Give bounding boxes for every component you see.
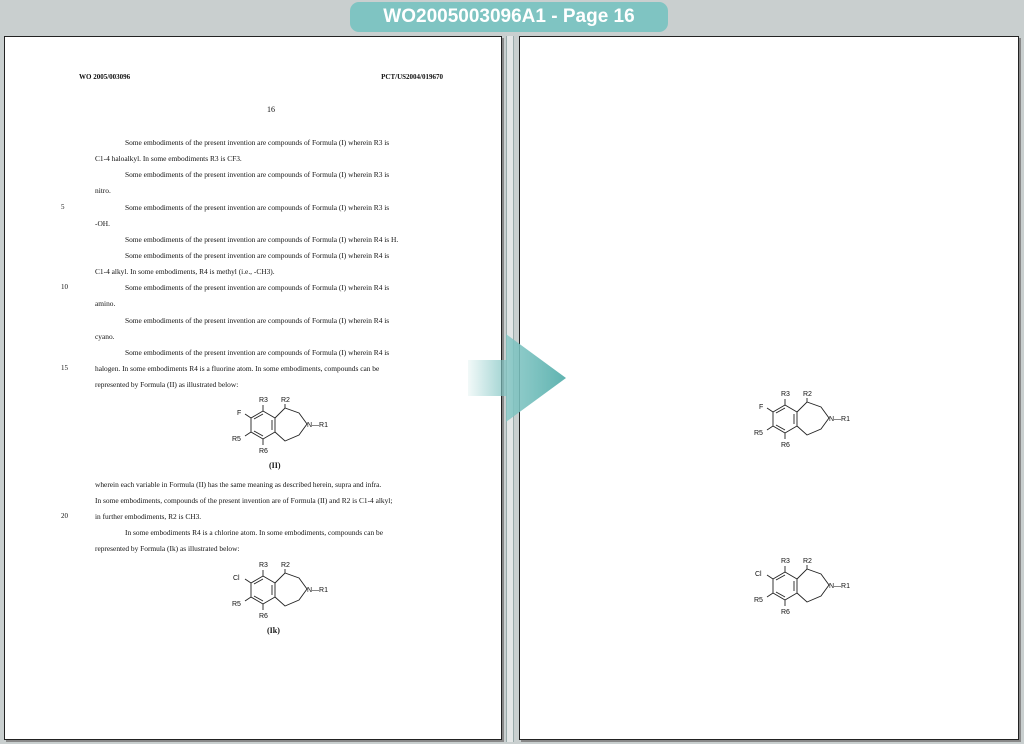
formula-ii-caption: (II) (269, 461, 281, 470)
n-r1-label: N—R1 (307, 587, 329, 594)
text-line: In some embodiments, compounds of the present invention are of Formula (II) and R2 is C1-4 alkyl; (95, 496, 393, 505)
r2-label: R2 (281, 397, 290, 404)
r6-label: R6 (259, 613, 268, 620)
halogen-label: F (237, 410, 242, 417)
text-line: Some embodiments of the present invention are compounds of Formula (I) wherein R4 is (125, 348, 390, 357)
line-number: 20 (61, 512, 68, 520)
n-r1-label: N—R1 (307, 422, 329, 429)
extracted-structure-2 (745, 554, 851, 620)
text-line: In some embodiments R4 is a chlorine atom. In some embodiments, compounds can be (125, 528, 384, 537)
r3-label: R3 (259, 562, 268, 569)
extracted-structure-1 (745, 387, 851, 453)
r5-label: R5 (754, 430, 763, 437)
formula-ii-structure (223, 393, 333, 459)
r2-label: R2 (281, 562, 290, 569)
text-line: Some embodiments of the present invention are compounds of Formula (I) wherein R3 is (125, 170, 390, 179)
patent-page (5, 37, 501, 739)
r3-label: R3 (781, 391, 790, 398)
text-line: amino. (95, 299, 116, 308)
page-title-badge: WO2005003096A1 - Page 16 (350, 2, 668, 32)
formula-ik-caption: (Ik) (267, 626, 280, 635)
r5-label: R5 (232, 436, 241, 443)
text-line: Some embodiments of the present invention are compounds of Formula (I) wherein R3 is (125, 138, 390, 147)
r5-label: R5 (754, 597, 763, 604)
halogen-label: Cl (755, 571, 762, 578)
text-line: represented by Formula (II) as illustrated below: (95, 380, 239, 389)
text-line: halogen. In some embodiments R4 is a fluorine atom. In some embodiments, compounds can be (95, 364, 380, 373)
line-number: 5 (61, 203, 65, 211)
page-number: 16 (267, 105, 275, 114)
line-number: 10 (61, 283, 68, 291)
text-line: represented by Formula (Ik) as illustrated below: (95, 544, 240, 553)
extracted-structures-pane (519, 36, 1019, 740)
r6-label: R6 (781, 609, 790, 616)
n-r1-label: N—R1 (829, 583, 851, 590)
text-line: C1-4 alkyl. In some embodiments, R4 is methyl (i.e., -CH3). (95, 267, 275, 276)
r5-label: R5 (232, 601, 241, 608)
line-number: 15 (61, 364, 68, 372)
halogen-label: F (759, 404, 764, 411)
r3-label: R3 (259, 397, 268, 404)
header-application-number: PCT/US2004/019670 (381, 73, 443, 81)
text-line: cyano. (95, 332, 115, 341)
text-line: nitro. (95, 186, 111, 195)
text-line: Some embodiments of the present invention are compounds of Formula (I) wherein R4 is (125, 251, 390, 260)
text-line: C1-4 haloalkyl. In some embodiments R3 is CF3. (95, 154, 242, 163)
r2-label: R2 (803, 391, 812, 398)
r6-label: R6 (259, 448, 268, 455)
arrow-right-icon (468, 334, 568, 424)
r6-label: R6 (781, 442, 790, 449)
source-document-pane (4, 36, 502, 740)
text-line: Some embodiments of the present invention are compounds of Formula (I) wherein R3 is (125, 203, 390, 212)
r2-label: R2 (803, 558, 812, 565)
text-line: Some embodiments of the present invention are compounds of Formula (I) wherein R4 is H. (125, 235, 399, 244)
text-line: Some embodiments of the present invention are compounds of Formula (I) wherein R4 is (125, 283, 390, 292)
r3-label: R3 (781, 558, 790, 565)
text-line: in further embodiments, R2 is CH3. (95, 512, 202, 521)
text-line: Some embodiments of the present invention are compounds of Formula (I) wherein R4 is (125, 316, 390, 325)
header-publication-number: WO 2005/003096 (79, 73, 131, 81)
text-line: wherein each variable in Formula (II) has the same meaning as described herein, supra and infra. (95, 480, 382, 489)
formula-ik-structure (223, 558, 333, 624)
halogen-label: Cl (233, 575, 240, 582)
n-r1-label: N—R1 (829, 416, 851, 423)
text-line: -OH. (95, 219, 110, 228)
